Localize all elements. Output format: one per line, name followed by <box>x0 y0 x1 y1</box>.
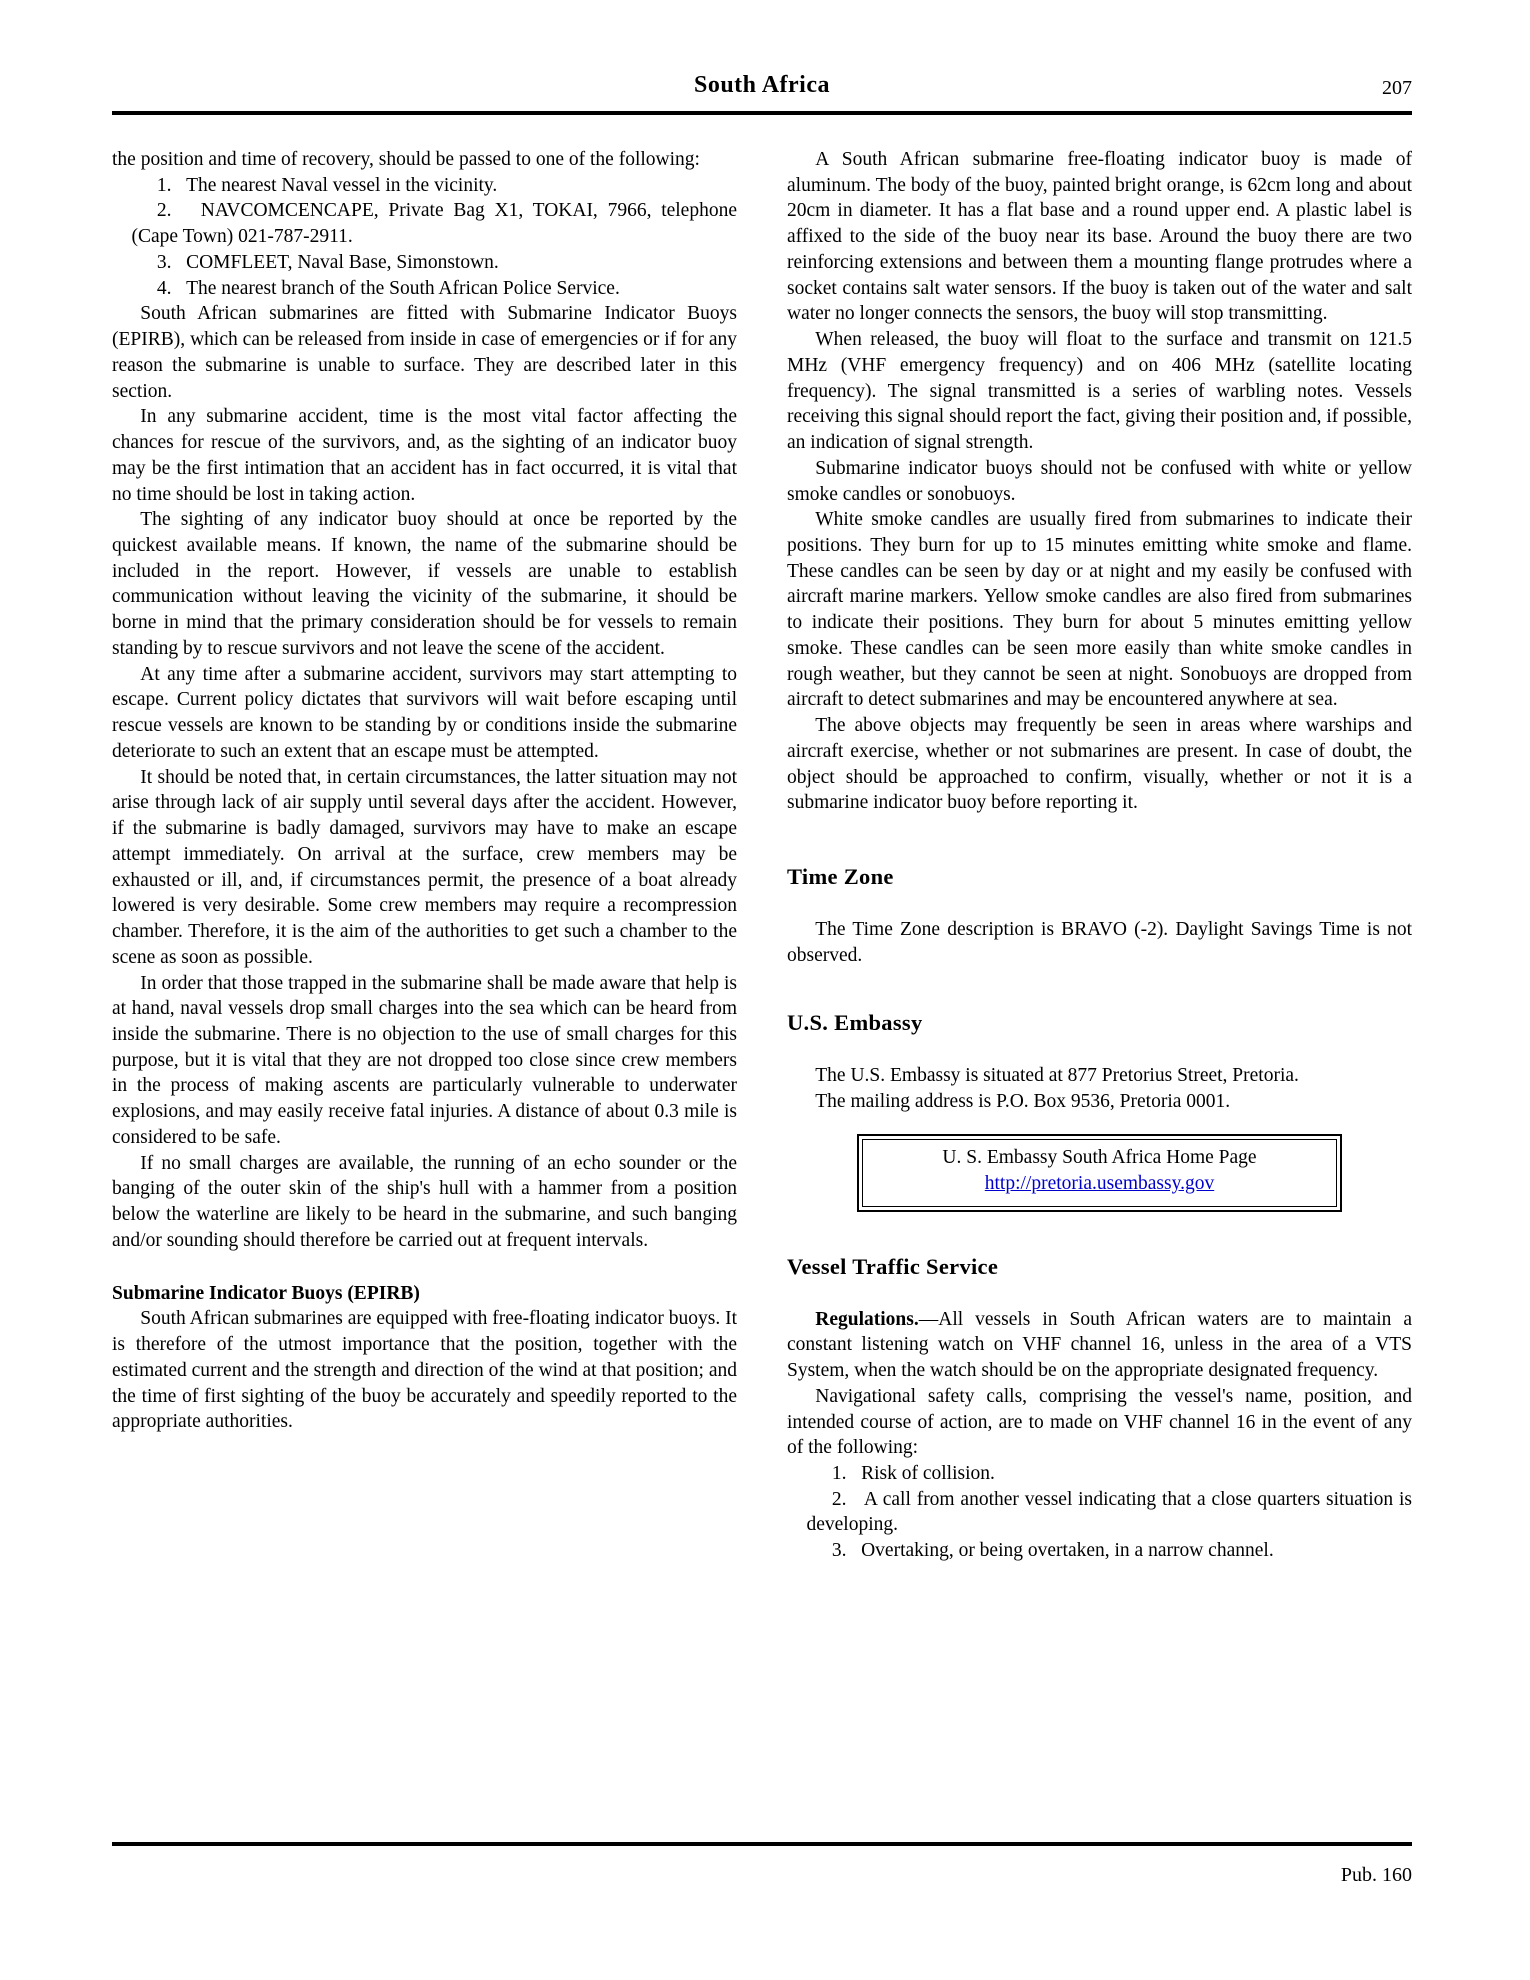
paragraph: At any time after a submarine accident, survivors may start attempting to escape. Current policy dictates that survivors will wait before escaping until rescue vessels are known to be standing by or conditions inside the submarine deteriorate to such an extent that an escape must be attempted. <box>112 663 737 762</box>
paragraph: The sighting of any indicator buoy should at once be reported by the quickest available means. If known, the name of the submarine should be included in the report. However, if vessels are unable to establish communication without leaving the vicinity of the submarine, it should be borne in mind that the primary consideration should be for vessels to remain standing by to rescue survivors and not leave the scene of the accident. <box>112 509 737 659</box>
paragraph: The Time Zone description is BRAVO (-2). Daylight Savings Time is not observed. <box>787 918 1412 966</box>
list-item: 2. A call from another vessel indicating that a close quarters situation is developing. <box>806 1488 1412 1536</box>
page-header <box>112 58 1412 102</box>
paragraph: South African submarines are fitted with Submarine Indicator Buoys (EPIRB), which can be released from inside in case of emergencies or if for any reason the submarine is unable to surface. They are described later in this section. <box>112 303 737 402</box>
paragraph: In order that those trapped in the submarine shall be made aware that help is at hand, naval vessels drop small charges into the sea which can be heard from inside the submarine. There is no objection to the use of small charges for this purpose, but it is vital that they are not dropped too close since crew members in the process of making ascents are particularly vulnerable to underwater explosions, and may easily receive fatal injuries. A distance of about 0.3 mile is considered to be safe. <box>112 972 737 1148</box>
embassy-home-page-link[interactable]: http://pretoria.usembassy.gov <box>984 1173 1215 1195</box>
list-item: 4. The nearest branch of the South African Police Service. <box>156 277 620 299</box>
paragraph: The mailing address is P.O. Box 9536, Pretoria 0001. <box>815 1090 1231 1112</box>
right-column <box>787 147 1412 1564</box>
list-item: 2. NAVCOMCENCAPE, Private Bag X1, TOKAI, 7966, telephone (Cape Town) 021-787-2911. <box>131 200 737 248</box>
list-item: 1. Risk of collision. <box>831 1462 995 1484</box>
embassy-box-link-line <box>871 1171 1328 1197</box>
left-column <box>112 147 737 1435</box>
paragraph-lead: Regulations. <box>815 1308 919 1330</box>
paragraph: South African submarines are equipped with free-floating indicator buoys. It is therefore of the utmost importance that the position, together with the estimated current and the strength and direction of the wind at that position; and the time of first sighting of the buoy be accurately and speedily reported to the appropriate authorities. <box>112 1308 738 1433</box>
paragraph: If no small charges are available, the running of an echo sounder or the banging of the outer skin of the ship's hull with a hammer from a position below the waterline are likely to be heard in the submarine, and such banging and/or sounding should therefore be carried out at frequent intervals. <box>112 1152 737 1251</box>
page-body <box>112 147 1412 1833</box>
paragraph: When released, the buoy will float to the surface and transmit on 121.5 MHz (VHF emergency frequency) and on 406 MHz (satellite locating frequency). The signal transmitted is a series of warbling notes. Vessels receiving this signal should report the fact, giving their position and, if possible, an indication of signal strength. <box>787 329 1412 454</box>
paragraph-text: —All vessels in South African waters are to maintain a constant listening watch on VHF channel 16, unless in the area of a VTS System, when the watch should be on the appropriate designated frequency. <box>787 1308 1412 1382</box>
section-heading-vessel-traffic-service: Vessel Traffic Service <box>787 1253 999 1279</box>
footer-rule <box>112 1842 1412 1846</box>
page-number: 207 <box>1382 76 1412 99</box>
list-item: 3. COMFLEET, Naval Base, Simonstown. <box>156 251 499 273</box>
header-rule <box>112 111 1412 115</box>
list-item: 3. Overtaking, or being overtaken, in a narrow channel. <box>831 1540 1274 1562</box>
paragraph: Submarine indicator buoys should not be confused with white or yellow smoke candles or sonobuoys. <box>787 457 1412 505</box>
paragraph: The above objects may frequently be seen in areas where warships and aircraft exercise, whether or not submarines are present. In case of doubt, the object should be approached to confirm, visually, whether or not it is a submarine indicator buoy before reporting it. <box>787 715 1412 814</box>
paragraph: White smoke candles are usually fired from submarines to indicate their positions. They burn for up to 15 minutes emitting white smoke and flame. These candles can be seen by day or at night and my easily be confused with aircraft marine markers. Yellow smoke candles are also fired from submarines to indicate their positions. They burn for about 5 minutes emitting yellow smoke. These candles can be seen more easily than white smoke candles in rough weather, but they cannot be seen at night. Sonobuoys are dropped from aircraft to detect submarines and may be encountered anywhere at sea. <box>787 509 1412 711</box>
paragraph: the position and time of recovery, should be passed to one of the following: <box>112 149 700 170</box>
embassy-box-title: U. S. Embassy South Africa Home Page <box>942 1147 1257 1169</box>
page-footer <box>112 1833 1412 1980</box>
subsection-heading-submarine-indicator-buoys: Submarine Indicator Buoys (EPIRB) <box>112 1282 420 1304</box>
section-heading-us-embassy: U.S. Embassy <box>787 1010 923 1036</box>
paragraph: In any submarine accident, time is the most vital factor affecting the chances for rescue of the survivors, and, as the sighting of an indicator buoy may be the first intimation that an accident has in fact occurred, it is vital that no time should be lost in taking action. <box>112 406 737 505</box>
paragraph: Navigational safety calls, comprising the vessel's name, position, and intended course of action, are to made on VHF channel 16 in the event of any of the following: <box>787 1385 1412 1459</box>
publication-label: Pub. 160 <box>1340 1863 1412 1886</box>
list-item: 1. The nearest Naval vessel in the vicinity. <box>156 174 498 196</box>
paragraph <box>787 1307 1412 1384</box>
paragraph: It should be noted that, in certain circumstances, the latter situation may not arise through lack of air supply until several days after the accident. However, if the submarine is badly damaged, survivors may have to make an escape attempt immediately. On arrival at the surface, crew members may be exhausted or ill, and, if circumstances permit, the presence of a boat already lowered is very desirable. Some crew members may require a recompression chamber. Therefore, it is the aim of the authorities to get such a chamber to the scene as soon as possible. <box>112 766 737 968</box>
section-heading-time-zone: Time Zone <box>787 864 894 890</box>
paragraph: A South African submarine free-floating indicator buoy is made of aluminum. The body of the buoy, painted bright orange, is 62cm long and about 20cm in diameter. It has a flat base and a round upper end. A plastic label is affixed to the side of the buoy near its base. Around the buoy there are two reinforcing extensions and between them a mounting flange protrudes where a socket contains salt water sensors. If the buoy is taken out of the water and salt water no longer connects the sensors, the buoy will stop transmitting. <box>787 149 1412 325</box>
embassy-link-box-inner <box>862 1139 1337 1206</box>
embassy-link-box <box>857 1134 1342 1211</box>
running-head-title: South Africa <box>693 72 830 99</box>
paragraph: The U.S. Embassy is situated at 877 Pretorius Street, Pretoria. <box>815 1064 1299 1086</box>
